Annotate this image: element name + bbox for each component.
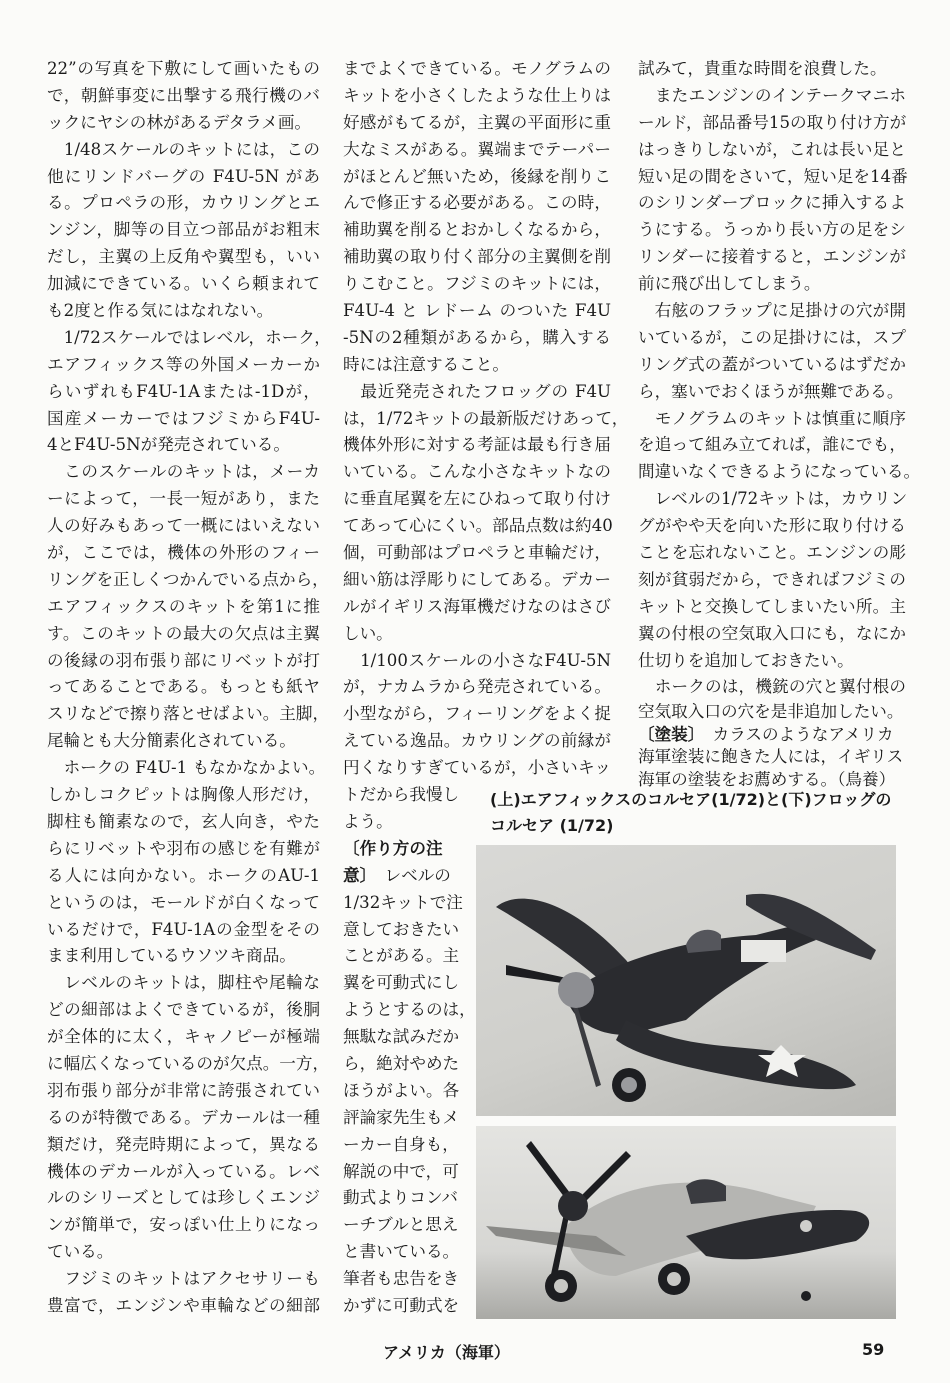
text-line xyxy=(343,917,467,944)
text-run: 空気取入口の穴を是非追加したい。 xyxy=(638,702,904,722)
text-line: 22”の写真を下敷にして画いたもの xyxy=(47,59,320,78)
text-line: 4とF4U-5Nが発売されている。 xyxy=(47,435,290,455)
text-line xyxy=(343,782,467,809)
text-line: 機体のデカールが入っている。レベ xyxy=(47,1161,320,1181)
text-line: リング式の蓋がついているはずだか xyxy=(638,354,906,374)
text-line: レベルの1/72キットは，カウリン xyxy=(638,489,908,509)
text-run: 海軍塗装に飽きた人には，イギリス xyxy=(638,747,904,767)
text-line: 最近発売されたフロッグの F4U xyxy=(343,381,611,401)
text-line: 間違いなくできるようになっている。 xyxy=(638,462,921,482)
photo-airfix-corsair xyxy=(476,845,896,1116)
text-line: を追って組み立てれば，誰にでも， xyxy=(638,435,906,455)
text-line: 脚柱も簡素なので，玄人向き，やた xyxy=(47,811,320,831)
text-line: ンジン，脚等の目立つ部品がお粗末 xyxy=(47,220,320,240)
text-line: 1/100スケールの小さなF4U-5N xyxy=(343,650,611,670)
text-line: しい。 xyxy=(343,623,393,643)
text-line xyxy=(343,997,476,1024)
text-line: は，1/72キットの最新版だけあって， xyxy=(343,408,629,428)
text-run: 筆者も忠告をき xyxy=(343,1269,460,1289)
text-line: いている。こんな小さなキットなの xyxy=(343,462,611,482)
text-line: 円くなりすぎているが，小さいキッ xyxy=(343,758,611,778)
text-line: 1/48スケールのキットには，この xyxy=(47,139,320,159)
text-line: に幅広くなっているのが欠点。一方， xyxy=(47,1053,330,1073)
text-line xyxy=(343,1266,467,1293)
text-line: る人には向かない。ホークのAU-1 xyxy=(47,865,320,885)
text-line xyxy=(343,809,467,836)
text-line: 好感がもてるが，主翼の平面形に重 xyxy=(343,112,611,132)
section-heading: 意〕 xyxy=(343,865,368,885)
text-line: ことを忘れないこと。エンジンの彫 xyxy=(638,543,906,563)
text-line xyxy=(343,1024,467,1051)
text-column-1 xyxy=(47,56,331,1320)
text-line: どの細部はよくできているが，後胴 xyxy=(47,1000,320,1020)
text-line: このスケールのキットは，メーカ xyxy=(47,462,320,482)
text-run: ことがある。主 xyxy=(343,946,460,966)
text-line: 他にリンドバーグの F4U-5N があ xyxy=(47,166,320,186)
text-run: よう。 xyxy=(343,811,393,831)
text-line: 大なミスがある。翼端までテーパー xyxy=(343,139,611,159)
text-line: 仕切りを追加しておきたい。 xyxy=(638,650,854,670)
text-line xyxy=(343,1212,467,1239)
text-line xyxy=(343,1293,467,1320)
text-line: りこむこと。フジミのキットには， xyxy=(343,274,611,294)
text-line: ている。 xyxy=(47,1242,114,1262)
text-column-3 xyxy=(638,56,921,791)
text-line: いるだけで，F4U-1Aの金型をその xyxy=(47,919,320,939)
text-line: えている逸品。カウリングの前縁が xyxy=(343,731,611,751)
text-line: 時には注意すること。 xyxy=(343,354,509,374)
text-line: ってあることである。もっとも紙ヤ xyxy=(47,677,320,697)
text-line xyxy=(343,863,467,890)
text-line xyxy=(638,746,906,768)
text-line xyxy=(343,1132,467,1159)
text-line: のシリンダーブロックに挿入するよ xyxy=(638,193,906,213)
text-run: 解説の中で，可 xyxy=(343,1161,459,1181)
text-line: ンが簡単で，安っぽい仕上りになっ xyxy=(47,1215,320,1235)
text-line: というのは，モールドが白くなって xyxy=(47,892,320,912)
text-line: るのが特徴である。デカールは一種 xyxy=(47,1107,320,1127)
text-line: らにリベットや羽布の感じを有難が xyxy=(47,838,320,858)
text-line: が全体的に太く，キャノピーが極端 xyxy=(47,1027,320,1047)
text-line: らいずれもF4U-1Aまたは-1Dが， xyxy=(47,381,320,401)
text-line: 類だけ，発売時期によって，異なる xyxy=(47,1134,320,1154)
text-run: 評論家先生もメ xyxy=(343,1107,460,1127)
text-line: 国産メーカーではフジミからF4U- xyxy=(47,408,320,428)
text-line: 豊富で，エンジンや車輪などの細部 xyxy=(47,1295,320,1315)
text-line: -5Nの2種類があるから，購入する xyxy=(343,327,611,347)
text-run: 動式よりコンバ xyxy=(343,1188,458,1208)
text-line: も2度と作る気にはなれない。 xyxy=(47,301,274,321)
text-line xyxy=(343,1105,467,1132)
text-line: リングを正しくつかんでいる点から， xyxy=(47,569,329,589)
text-line: す。このキットの最大の欠点は主翼 xyxy=(47,623,320,643)
text-run: 意しておきたい xyxy=(343,919,460,939)
text-run: ほうがよい。各 xyxy=(343,1080,460,1100)
text-line: はっきりしないが，これは長い足と xyxy=(638,139,906,159)
text-line: キットを小さくしたような仕上りは xyxy=(343,85,611,105)
text-line: で，朝鮮事変に出撃する飛行機のバ xyxy=(47,85,320,105)
text-line xyxy=(343,1159,467,1186)
text-line: 補助翼の取り付く部分の主翼側を削 xyxy=(343,247,611,267)
text-run: ーカー自身も， xyxy=(343,1134,459,1154)
text-line: 試みて，貴重な時間を浪費した。 xyxy=(638,59,887,78)
text-line: 個，可動部はプロペラと車輪だけ， xyxy=(343,543,611,563)
text-line: 刻が貧弱だから，できればフジミの xyxy=(638,569,906,589)
text-line: 右舷のフラップに足掛けの穴が開 xyxy=(638,301,906,321)
section-heading: 〔作り方の注 xyxy=(343,838,443,858)
text-line xyxy=(343,943,467,970)
text-line: てあって心にくい。部品点数は約40 xyxy=(343,516,613,536)
text-line: 加減にできている。いくら頼まれて xyxy=(47,274,320,294)
text-line: 1/72スケールではレベル，ホーク， xyxy=(47,327,331,347)
text-line xyxy=(343,836,467,863)
text-line: キットと交換してしまいたい所。主 xyxy=(638,596,906,616)
text-line: の後縁の羽布張り部にリベットが打 xyxy=(47,650,320,670)
text-line: がほとんど無いため，後縁を削りこ xyxy=(343,166,611,186)
text-line: フジミのキットはアクセサリーも xyxy=(47,1269,320,1289)
section-heading: 〔塗装〕 xyxy=(638,724,697,744)
caption-line-2: コルセア (1/72) xyxy=(490,816,614,835)
photo-caption xyxy=(490,787,910,839)
text-line: 尾輪とも大分簡素化されている。 xyxy=(47,731,296,751)
text-line: が，ナカムラから発売されている。 xyxy=(343,677,611,697)
text-line: ルがイギリス海軍機だけなのはさび xyxy=(343,596,611,616)
text-line xyxy=(343,1239,467,1266)
text-line: しかしコクピットは胸像人形だけ， xyxy=(47,785,320,805)
text-line: F4U-4 と レドーム のついた F4U xyxy=(343,301,611,321)
text-run: 海軍の塗装をお薦めする。（鳥養） xyxy=(638,769,896,789)
page-number: 59 xyxy=(862,1340,885,1359)
text-line: 小型ながら，フィーリングをよく捉 xyxy=(343,704,611,724)
text-run: と書いている。 xyxy=(343,1242,460,1262)
text-line: エアフィックス等の外国メーカーか xyxy=(47,354,320,374)
text-run: ら，絶対やめた xyxy=(343,1053,460,1073)
text-line: ックにヤシの林があるデタラメ画。 xyxy=(47,112,312,132)
text-line: んで修正する必要がある。この時， xyxy=(343,193,611,213)
text-run: レベルの xyxy=(367,865,451,885)
caption-line-1: (上)エアフィックスのコルセア(1/72)と(下)フロッグの xyxy=(490,790,892,809)
section-title: アメリカ（海軍） xyxy=(383,1343,510,1362)
text-run: ようとするのは， xyxy=(343,1000,476,1020)
text-line: またエンジンのインテークマニホ xyxy=(638,85,906,105)
text-line: に垂直尾翼を左にひねって取り付け xyxy=(343,489,611,509)
text-run: ーチブルと思え xyxy=(343,1215,459,1235)
text-line: 羽布張り部分が非常に誇張されてい xyxy=(47,1080,320,1100)
text-line: いているが，この足掛けには，スプ xyxy=(638,327,906,347)
text-line xyxy=(343,1078,467,1105)
text-line: モノグラムのキットは慎重に順序 xyxy=(638,408,906,428)
text-line: る。プロペラの形，カウリングとエ xyxy=(47,193,320,213)
text-run: 翼を可動式にし xyxy=(343,973,460,993)
text-line: 前に飛び出してしまう。 xyxy=(638,274,821,294)
text-line: エアフィックスのキットを第1に推 xyxy=(47,596,320,616)
text-line xyxy=(638,724,906,746)
text-line xyxy=(343,890,467,917)
text-line: ールド，部品番号15の取り付け方が xyxy=(638,112,907,132)
text-line: 補助翼を削るとおかしくなるから， xyxy=(343,220,611,240)
text-run: 1/32キットで注 xyxy=(343,892,463,912)
text-run: トだから我慢し xyxy=(343,785,460,805)
text-line: ホークの F4U-1 もなかなかよい。 xyxy=(47,758,326,778)
text-run: 無駄な試みだか xyxy=(343,1027,460,1047)
text-line: スリなどで擦り落とせばよい。主脚， xyxy=(47,704,330,724)
text-line: ルのシリーズとしては珍しくエンジ xyxy=(47,1188,320,1208)
text-line: まま利用しているウソツキ商品。 xyxy=(47,946,296,966)
text-line: 細い筋は浮彫りにしてある。デカー xyxy=(343,569,611,589)
text-line: うにする。うっかり長い方の足をシ xyxy=(638,220,906,240)
text-line: ーによって，一長一短があり，また xyxy=(47,489,320,509)
text-line: 機体外形に対する考証は最も行き届 xyxy=(343,435,611,455)
text-run: カラスのようなアメリカ xyxy=(696,724,894,744)
text-line: が，ここでは，機体の外形のフィー xyxy=(47,543,320,563)
text-line xyxy=(638,701,906,723)
text-line: までよくできている。モノグラムの xyxy=(343,59,611,78)
text-line: リンダーに接着すると，エンジンが xyxy=(638,247,906,267)
text-line xyxy=(343,970,467,997)
text-line: 短い足の間をさいて，短い足を14番 xyxy=(638,166,908,186)
text-line: ら，塞いでおくほうが無難である。 xyxy=(638,381,904,401)
text-line: 人の好みもあって一概にはいえない xyxy=(47,516,320,536)
photo-frog-corsair xyxy=(476,1126,896,1319)
text-line xyxy=(343,1051,467,1078)
text-line: だし，主翼の上反角や翼型も，いい xyxy=(47,247,320,267)
text-line xyxy=(343,1185,467,1212)
text-line: 翼の付根の空気取入口にも，なにか xyxy=(638,623,906,643)
text-run: かずに可動式を xyxy=(343,1295,460,1315)
text-line: レベルのキットは，脚柱や尾輪な xyxy=(47,973,320,993)
text-line: グがやや天を向いた形に取り付ける xyxy=(638,516,906,536)
text-line: ホークのは，機銃の穴と翼付根の xyxy=(638,677,906,697)
